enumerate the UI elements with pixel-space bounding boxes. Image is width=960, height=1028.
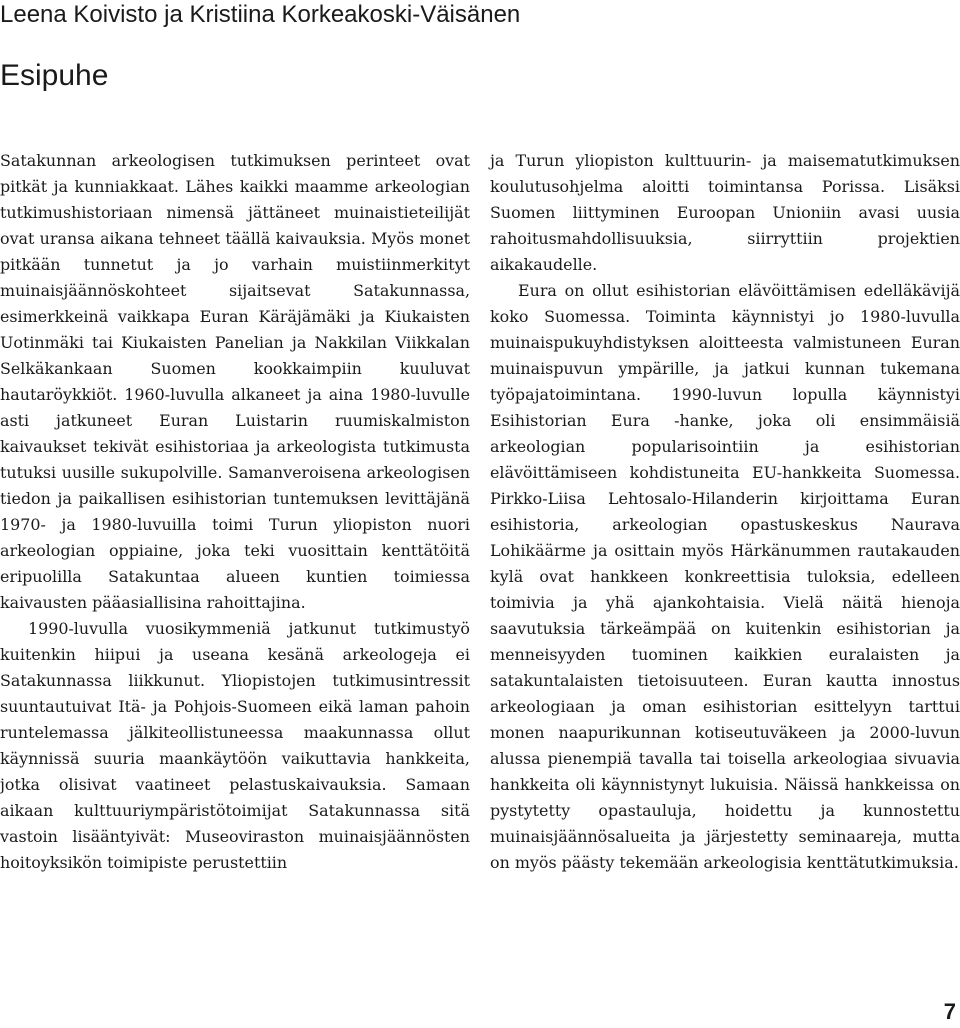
author-names: Leena Koivisto ja Kristiina Korkeakoski-Väisänen bbox=[0, 1, 521, 28]
paragraph: Eura on ollut esihistorian elävöittämisen edelläkävijä koko Suomessa. Toiminta käynnistyi jo 1980-luvulla muinaispukuyhdistyksen aloitteesta valmistuneen Euran muinaispuvun ympärille, ja jatkui kunnan tukemana työpajatoimintana. 1990-luvun lopulla käynnistyi Esihistorian Eura -hanke, joka oli ensimmäisiä arkeologian popularisointiin ja esihistorian elävöittämiseen kohdistuneita EU-hankkeita Suomessa. Pirkko-Liisa Lehtosalo-Hilanderin kirjoittama Euran esihistoria, arkeologian opastuskeskus Naurava Lohikäärme ja osittain myös Härkänummen rautakauden kylä ovat hankkeen konkreettisia tuloksia, edelleen toimivia ja yhä ajankohtaisia. Vielä näitä hienoja saavutuksia tärkeämpää on kuitenkin esihistorian ja menneisyyden tuominen kaikkien euralaisten ja satakuntalaisten tietoisuuteen. Euran kautta innostus arkeologiaan ja oman esihistorian esittelyyn tarttui monen naapurikunnan kotiseutuväkeen ja 2000-luvun alussa pienempiä tavalla tai toisella arkeologiaa sivuavia hankkeita oli käynnistynyt lukuisia. Näissä hankkeissa on pystytetty opastauluja, hoidettu ja kunnostettu muinaisjäännösalueita ja järjestetty seminaareja, mutta on myös päästy tekemään arkeologisia kenttätutkimuksia. bbox=[490, 281, 960, 872]
left-column bbox=[0, 148, 470, 876]
paragraph: 1990-luvulla vuosikymmeniä jatkunut tutkimustyö kuitenkin hiipui ja useana kesänä arkeologeja ei Satakunnassa liikkunut. Yliopistojen tutkimusintressit suuntautuivat Itä- ja Pohjois-Suomeen eikä laman pahoin runtelemassa jälkiteollistuneessa maakunnassa ollut käynnissä suuria maankäytöön vaikuttavia hankkeita, jotka olisivat vaatineet pelastuskaivauksia. Samaan aikaan kulttuuriympäristötoimijat Satakunnassa sitä vastoin lisääntyivät: Museoviraston muinaisjäännösten hoitoyksikön toimipiste perustettiin bbox=[0, 619, 470, 872]
right-column bbox=[490, 148, 960, 876]
paragraph: Satakunnan arkeologisen tutkimuksen perinteet ovat pitkät ja kunniakkaat. Lähes kaikki maamme arkeologian tutkimushistoriaan nimensä jättäneet muinaistieteilijät ovat uransa aikana tehneet täällä kaivauksia. Myös monet pitkään tunnetut ja jo varhain muistiinmerkityt muinaisjäännöskohteet sijaitsevat Satakunnassa, esimerkkeinä vaikkapa Euran Käräjämäki ja Kiukaisten Uotinmäki tai Kiukaisten Panelian ja Nakkilan Viikkalan Selkäkankaan Suomen kookkaimpiin kuuluvat hautaröykkiöt. 1960-luvulla alkaneet ja aina 1980-luvulle asti jatkuneet Euran Luistarin ruumiskalmiston kaivaukset tekivät esihistoriaa ja arkeologista tutkimusta tutuksi uusille sukupolville. Samanveroisena arkeologisen tiedon ja paikallisen esihistorian tuntemuksen levittäjänä 1970- ja 1980-luvuilla toimi Turun yliopiston nuori arkeologian oppiaine, joka teki vuosittain kenttätöitä eripuolilla Satakuntaa alueen kuntien toimiessa kaivausten pääasiallisina rahoittajina. bbox=[0, 151, 470, 612]
page-number: 7 bbox=[943, 999, 956, 1024]
paragraph: ja Turun yliopiston kulttuurin- ja maisematutkimuksen koulutusohjelma aloitti toimintansa Porissa. Lisäksi Suomen liittyminen Euroopan Unioniin avasi uusia rahoitusmahdollisuuksia, siirryttiin projektien aikakaudelle. bbox=[490, 151, 960, 274]
page-title: Esipuhe bbox=[0, 59, 109, 92]
